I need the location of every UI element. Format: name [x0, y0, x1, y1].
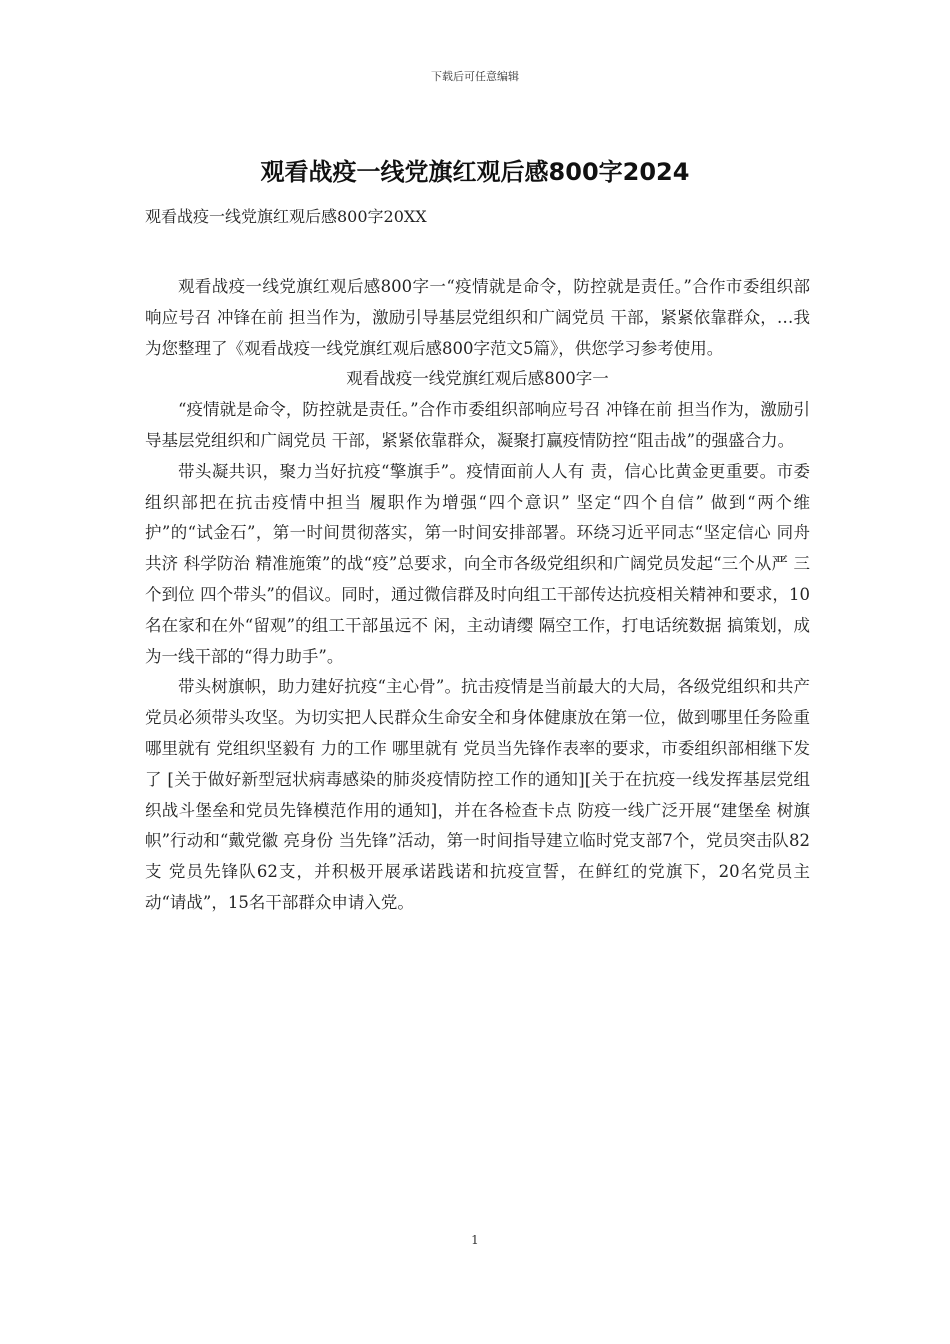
body-paragraph: “疫情就是命令，防控就是责任。”合作市委组织部响应号召 冲锋在前 担当作为，激励引导基层党组织和广阔党员 干部，紧紧依靠群众，凝聚打赢疫情防控“阻击战”的强盛合力。: [145, 400, 810, 450]
intro-paragraph: 观看战疫一线党旗红观后感800字一“疫情就是命令，防控就是责任。”合作市委组织部响应号召 冲锋在前 担当作为，激励引导基层党组织和广阔党员 干部，紧紧依靠群众，…我为您整理了《观看战疫一线党旗红观后感800字范文5篇》，供您学习参考使用。: [145, 277, 810, 358]
document-title: 观看战疫一线党旗红观后感800字2024: [260, 158, 690, 186]
body-paragraph: 带头树旗帜，助力建好抗疫“主心骨”。抗击疫情是当前最大的大局，各级党组织和共产党员必须带头攻坚。为切实把人民群众生命安全和身体健康放在第一位，做到哪里任务险重哪里就有 党组织坚毅有 力的工作 哪里就有 党员当先锋作表率的要求，市委组织部相继下发了 [关于做好新型冠状病毒感染的肺炎疫情防控工作的通知][关于在抗疫一线发挥基层党组织战斗堡垒和党员先锋模范作用的通知]，并在各检查卡点 防疫一线广泛开展“建堡垒 树旗帜”行动和“戴党徽 亮身份 当先锋”活动，第一时间指导建立临时党支部7个，党员突击队82支 党员先锋队62支，并积极开展承诺践诺和抗疫宣誓，在鲜红的党旗下，20名党员主动“请战”，15名干部群众申请入党。: [145, 677, 810, 912]
header-note: 下载后可任意编辑: [431, 70, 519, 83]
page-number: 1: [471, 1233, 479, 1247]
document-body: [145, 272, 810, 919]
document-subtitle: 观看战疫一线党旗红观后感800字20XX: [145, 207, 427, 226]
section-heading: 观看战疫一线党旗红观后感800字一: [346, 369, 609, 389]
body-paragraph: 带头凝共识，聚力当好抗疫“擎旗手”。疫情面前人人有 责，信心比黄金更重要。市委组织部把在抗击疫情中担当 履职作为增强“四个意识” 坚定“四个自信” 做到“两个维护”的“试金石”，第一时间贯彻落实，第一时间安排部署。环绕习近平同志“坚定信心 同舟共济 科学防治 精准施策”的战“疫”总要求，向全市各级党组织和广阔党员发起“三个从严 三个到位 四个带头”的倡议。同时，通过微信群及时向组工干部传达抗疫相关精神和要求，10名在家和在外“留观”的组工干部虽远不 闲，主动请缨 隔空工作，打电话统数据 搞策划，成为一线干部的“得力助手”。: [145, 461, 810, 666]
